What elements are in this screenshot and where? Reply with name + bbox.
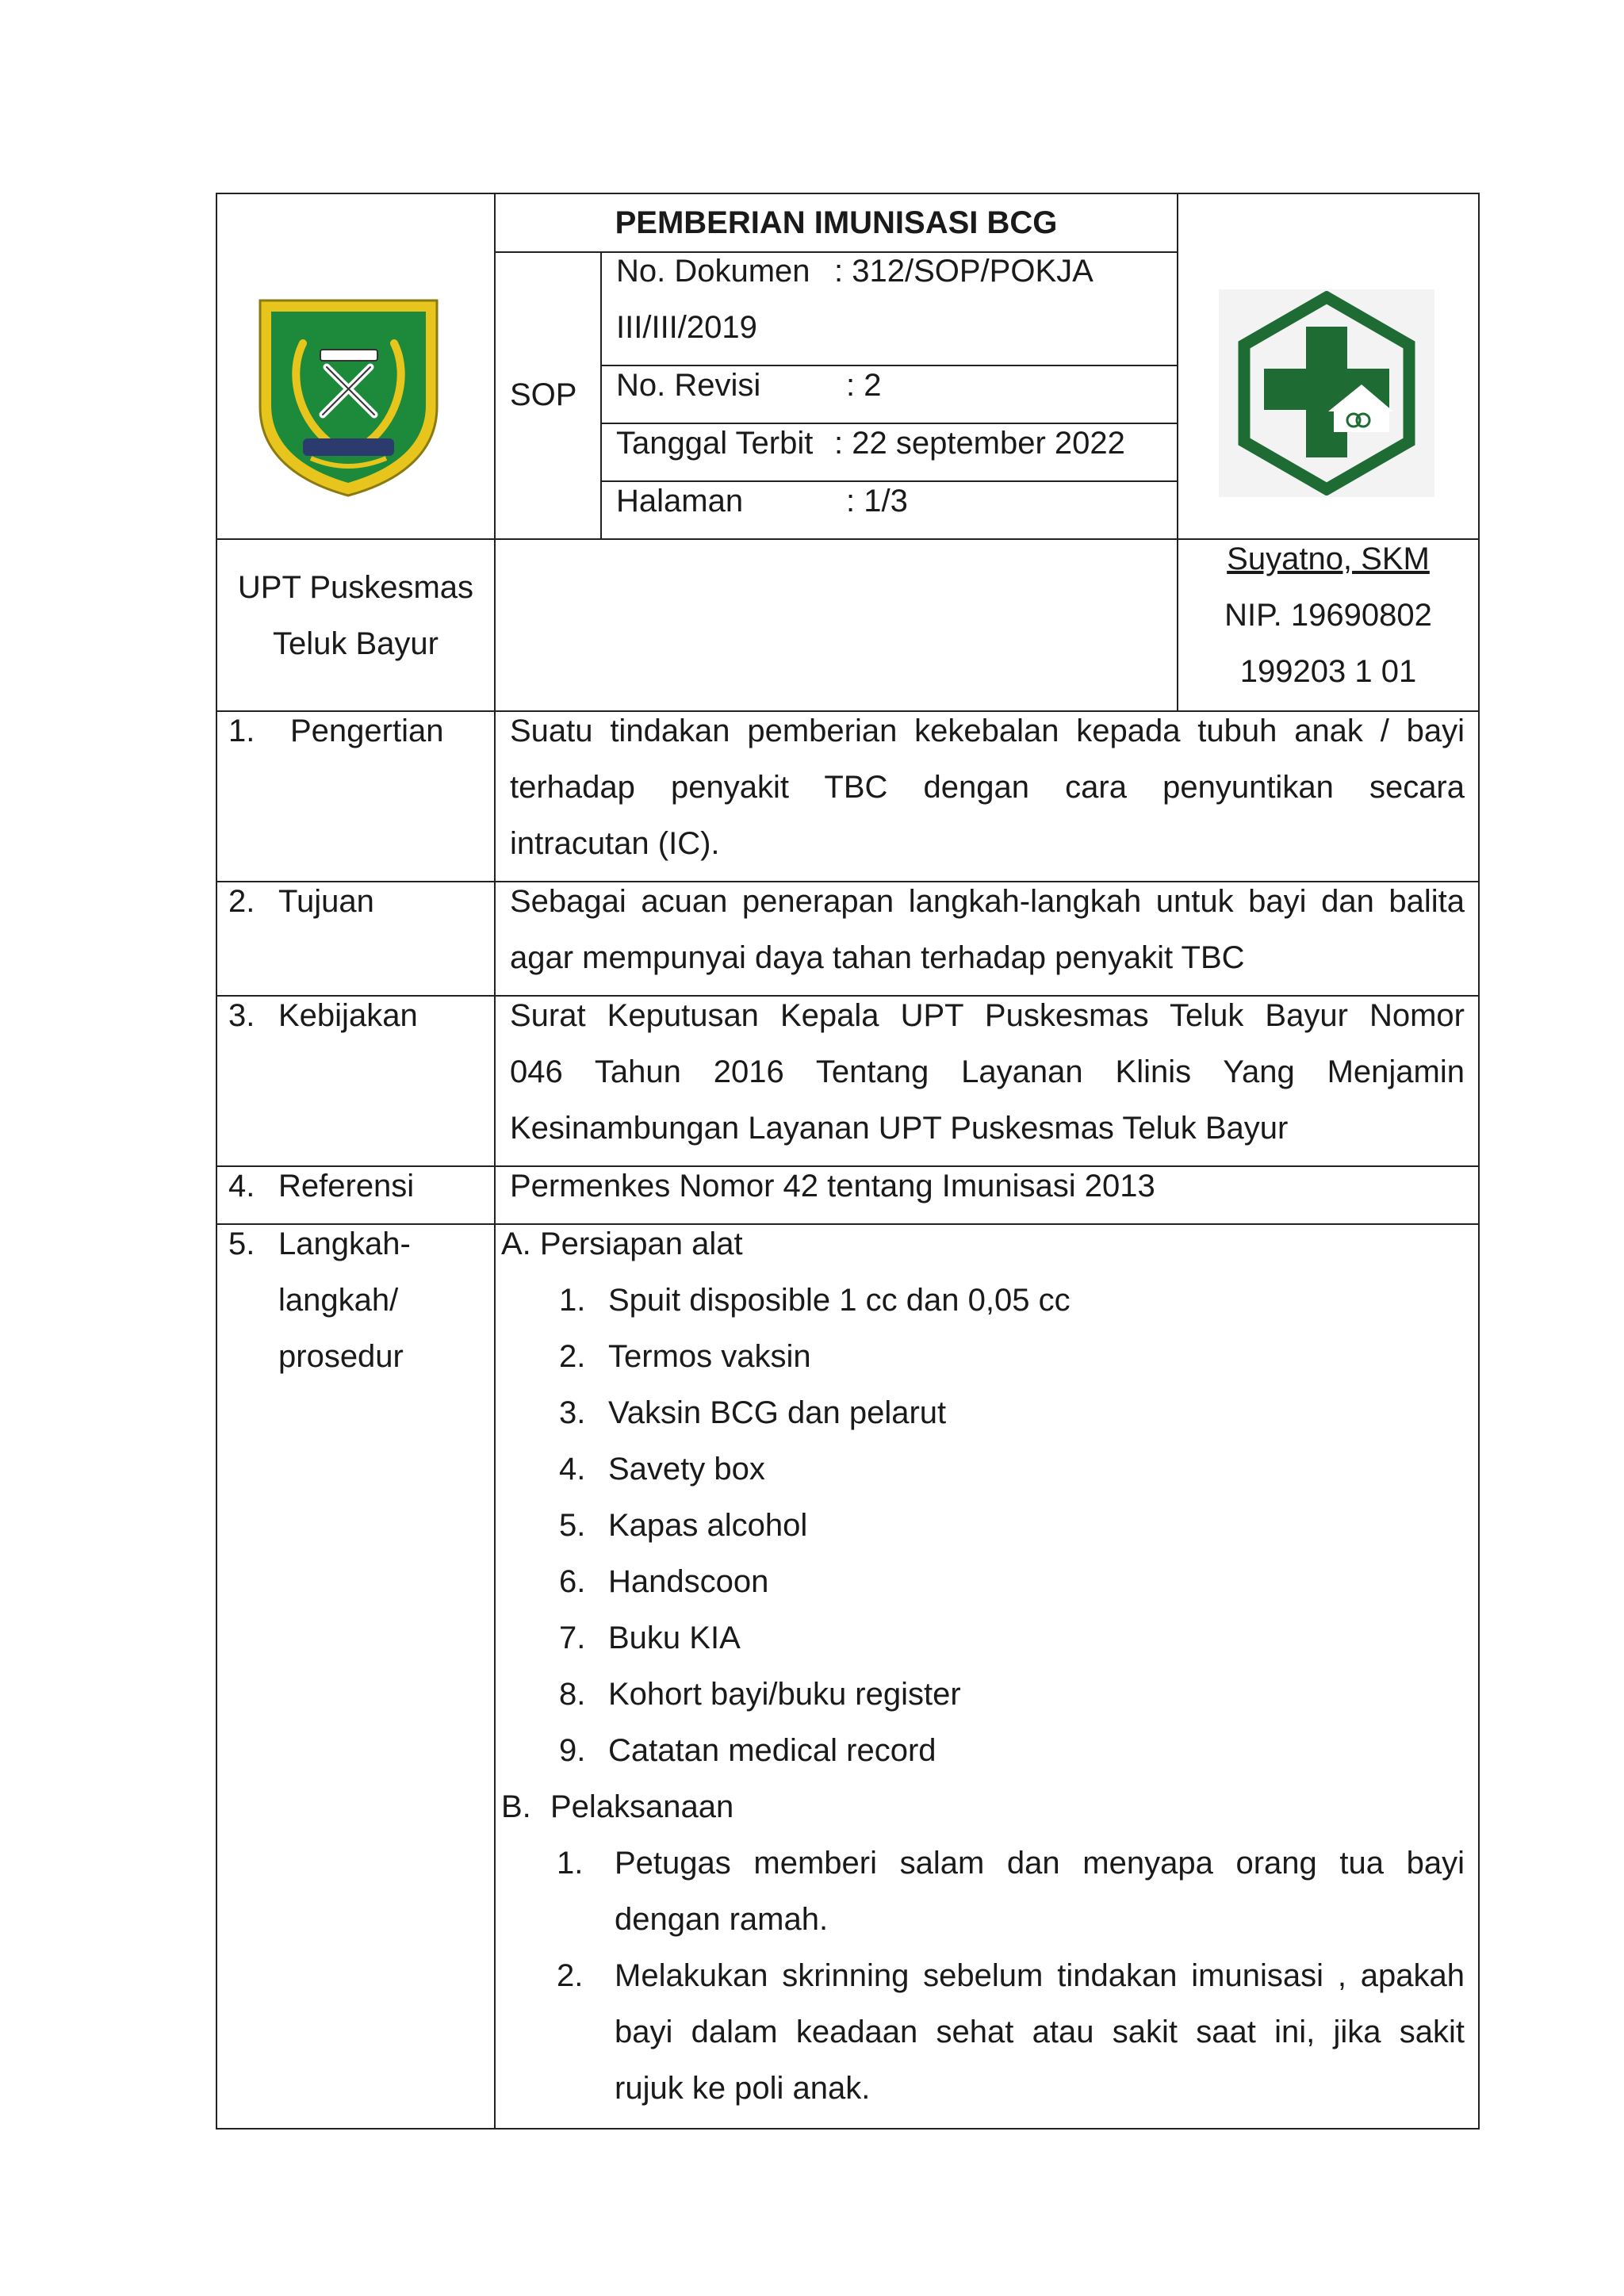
prosedur-label-line2: langkah/ xyxy=(278,1283,399,1318)
doc-no-value: : 312/SOP/POKJA xyxy=(834,254,1094,289)
list-item: Vaksin BCG dan pelarut xyxy=(608,1395,947,1430)
list-item: Petugas memberi salam dan menyapa orang tua bayi xyxy=(615,1846,1465,1881)
sop-label: SOP xyxy=(510,377,577,412)
tujuan-number: 2. xyxy=(228,884,255,919)
list-item-continued: rujuk ke poli anak. xyxy=(615,2071,871,2106)
kebijakan-number: 3. xyxy=(228,998,255,1033)
list-item-number: 6. xyxy=(559,1564,586,1599)
signatory-name: Suyatno, SKM xyxy=(1227,541,1430,576)
list-item-number: 5. xyxy=(559,1508,586,1543)
table-border-bottom xyxy=(216,2128,1480,2130)
list-item: Buku KIA xyxy=(608,1621,741,1655)
prosedur-number: 5. xyxy=(228,1226,255,1261)
list-item: Termos vaksin xyxy=(608,1339,811,1374)
list-item-continued: bayi dalam keadaan sehat atau sakit saat ini, jika sakit xyxy=(615,2015,1465,2049)
page-title: PEMBERIAN IMUNISASI BCG xyxy=(615,205,1058,240)
pengertian-label: Pengertian xyxy=(290,714,444,748)
regional-emblem-icon xyxy=(255,296,442,498)
pelaksanaan-heading-letter: B. xyxy=(501,1789,531,1824)
list-item-number: 2. xyxy=(559,1339,586,1374)
doc-no-value-continued: III/III/2019 xyxy=(616,310,757,345)
table-border-right xyxy=(1478,193,1480,2130)
prosedur-label-line1: Langkah- xyxy=(278,1226,411,1261)
pengertian-text-line1: Suatu tindakan pemberian kekebalan kepada tubuh anak / bayi xyxy=(510,714,1465,748)
list-item-number: 4. xyxy=(559,1452,586,1487)
list-item: Melakukan skrinning sebelum tindakan imunisasi , apakah xyxy=(615,1958,1465,1993)
column-divider xyxy=(494,193,496,2130)
prosedur-label-line3: prosedur xyxy=(278,1339,404,1374)
pengertian-text-line3: intracutan (IC). xyxy=(510,826,720,861)
signatory-nip-line1: NIP. 19690802 xyxy=(1224,598,1432,633)
kebijakan-text-line3: Kesinambungan Layanan UPT Puskesmas Teluk Bayur xyxy=(510,1111,1289,1146)
doc-no-label: No. Dokumen xyxy=(616,254,810,289)
referensi-text: Permenkes Nomor 42 tentang Imunisasi 2013 xyxy=(510,1169,1155,1203)
org-name-line2: Teluk Bayur xyxy=(273,626,439,661)
puskesmas-logo-icon xyxy=(1235,291,1419,496)
list-item-number: 1. xyxy=(559,1283,586,1318)
list-item-continued: dengan ramah. xyxy=(615,1902,829,1937)
pelaksanaan-heading: Pelaksanaan xyxy=(550,1789,734,1824)
revision-label: No. Revisi xyxy=(616,368,761,403)
referensi-number: 4. xyxy=(228,1169,255,1203)
list-item: Kapas alcohol xyxy=(608,1508,808,1543)
list-item-number: 3. xyxy=(559,1395,586,1430)
issue-date-label: Tanggal Terbit xyxy=(616,426,814,461)
list-item: Handscoon xyxy=(608,1564,769,1599)
tujuan-label: Tujuan xyxy=(278,884,374,919)
table-border-left xyxy=(216,193,217,2130)
list-item: Kohort bayi/buku register xyxy=(608,1677,961,1712)
list-item: Catatan medical record xyxy=(608,1733,936,1768)
sop-divider xyxy=(600,251,602,538)
list-item: Spuit disposible 1 cc dan 0,05 cc xyxy=(608,1283,1071,1318)
kebijakan-label: Kebijakan xyxy=(278,998,418,1033)
list-item-number: 7. xyxy=(559,1621,586,1655)
page-value: : 1/3 xyxy=(846,484,908,519)
list-item-number: 9. xyxy=(559,1733,586,1768)
pengertian-text-line2: terhadap penyakit TBC dengan cara penyuntikan secara xyxy=(510,770,1465,805)
page-label: Halaman xyxy=(616,484,744,519)
tujuan-text-line2: agar mempunyai daya tahan terhadap penyakit TBC xyxy=(510,940,1245,975)
tujuan-text-line1: Sebagai acuan penerapan langkah-langkah untuk bayi dan balita xyxy=(510,884,1465,919)
list-item-number: 2. xyxy=(557,1958,584,1993)
kebijakan-text-line2: 046 Tahun 2016 Tentang Layanan Klinis Yang Menjamin xyxy=(510,1054,1465,1089)
revision-value: : 2 xyxy=(846,368,882,403)
signatory-nip-line2: 199203 1 01 xyxy=(1239,654,1417,689)
list-item: Savety box xyxy=(608,1452,765,1487)
persiapan-heading: A. Persiapan alat xyxy=(501,1226,743,1261)
list-item-number: 8. xyxy=(559,1677,586,1712)
org-name-line1: UPT Puskesmas xyxy=(237,570,474,605)
referensi-label: Referensi xyxy=(278,1169,415,1203)
kebijakan-text-line1: Surat Keputusan Kepala UPT Puskesmas Teluk Bayur Nomor xyxy=(510,998,1465,1033)
issue-date-value: : 22 september 2022 xyxy=(834,426,1125,461)
pengertian-number: 1. xyxy=(228,714,255,748)
list-item-number: 1. xyxy=(557,1846,584,1881)
